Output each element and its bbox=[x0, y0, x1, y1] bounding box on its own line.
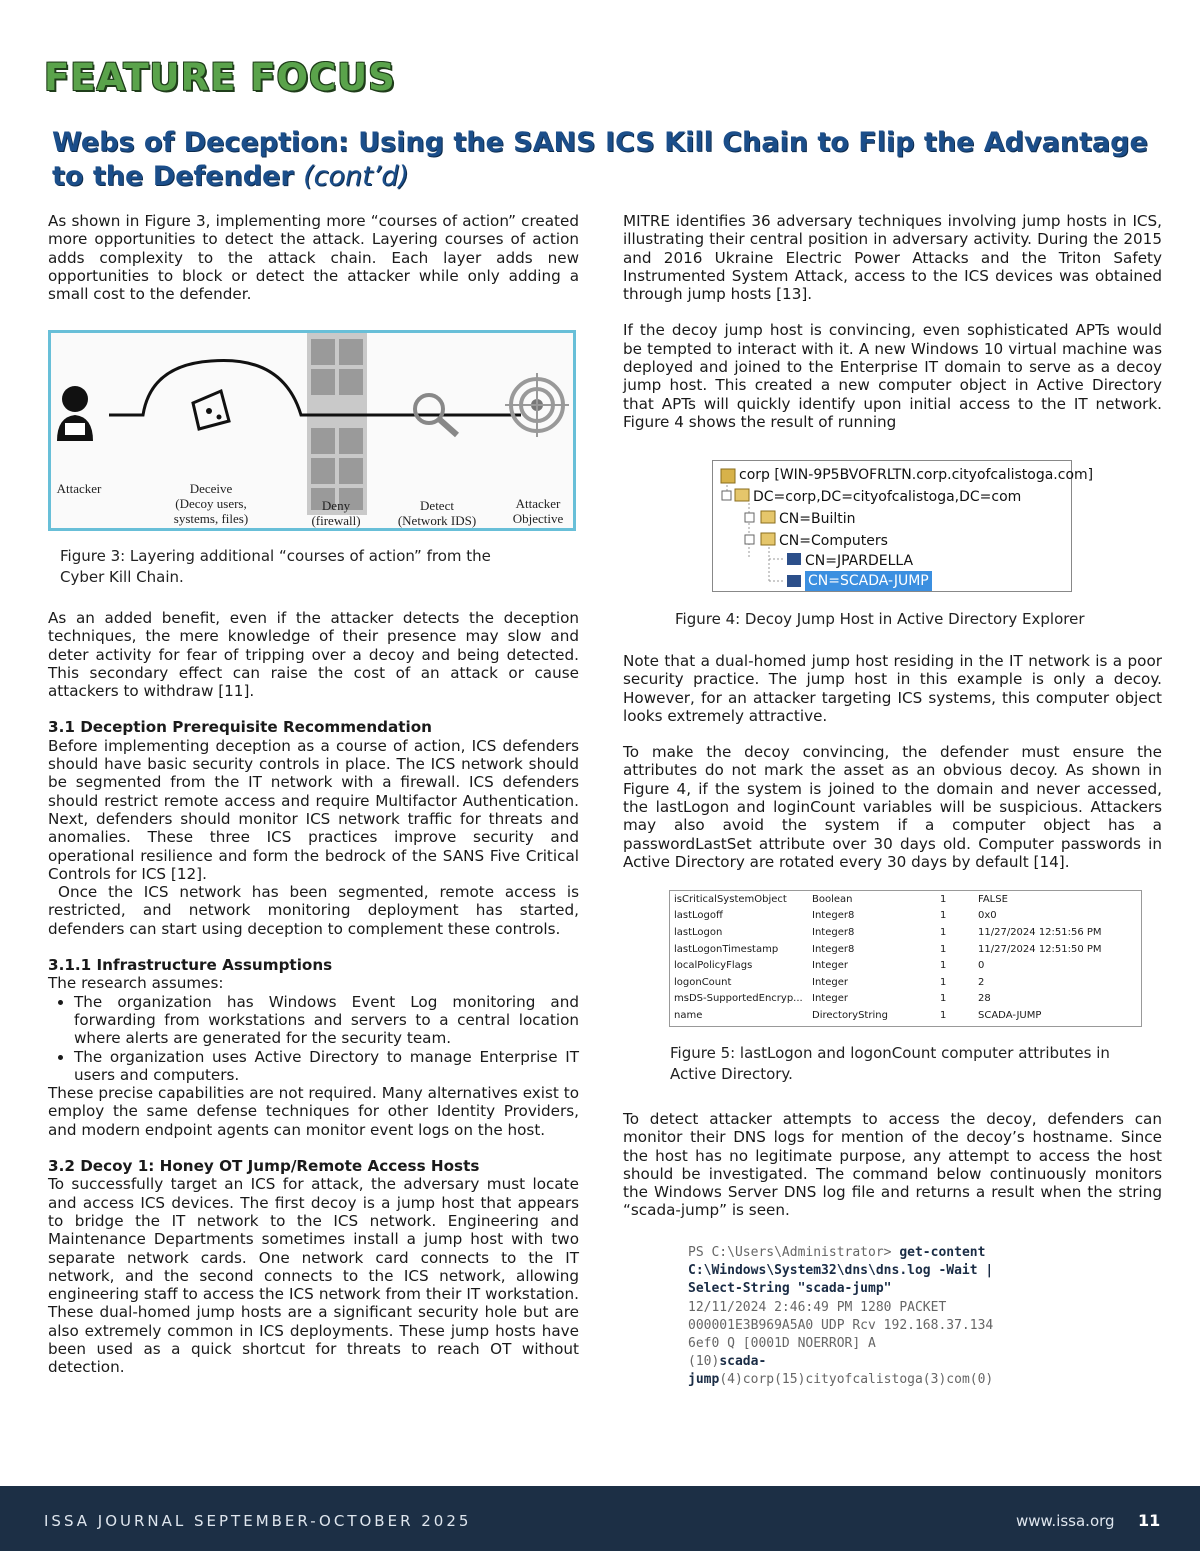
tree-node-scada-jump: CN=SCADA-JUMP bbox=[805, 571, 932, 591]
paragraph: To detect attacker attempts to access the decoy, defenders can monitor their DNS logs for mention of the decoy’s hostname. Since the host has no legitimate purpose, any attempt to access the host should be investigated. The command below continuously monitors the Windows Server DNS log file and returns a result when the string “scada-jump” is seen. bbox=[623, 1110, 1162, 1220]
right-column-top bbox=[623, 212, 1162, 431]
attr-type: Integer8 bbox=[812, 926, 855, 938]
paragraph: MITRE identifies 36 adversary techniques involving jump hosts in ICS, illustrating their central position in adversary activity. During the 2015 and 2016 Ukraine Electric Power Attacks and the Triton Safety Instrumented System Attack, access to the ICS devices was obtained through jump hosts [13]. bbox=[623, 212, 1162, 304]
table-row bbox=[670, 891, 1141, 908]
cheese-icon bbox=[193, 391, 229, 429]
attr-name: name bbox=[674, 1009, 703, 1021]
code-command: C:\Windows\System32\dns\dns.log -Wait | bbox=[688, 1263, 994, 1279]
label-detect: Detect (Network IDS) bbox=[397, 498, 477, 528]
label-deceive: Deceive (Decoy users, systems, files) bbox=[173, 481, 249, 526]
table-row bbox=[670, 991, 1141, 1008]
firewall-graphic bbox=[307, 333, 367, 515]
attr-name: lastLogon bbox=[674, 926, 723, 938]
code-highlight: jump bbox=[688, 1372, 720, 1388]
section-heading: 3.1 Deception Prerequisite Recommendation bbox=[48, 718, 432, 737]
code-output: 000001E3B969A5A0 UDP Rcv 192.168.37.134 bbox=[688, 1317, 994, 1333]
paragraph: Before implementing deception as a course of action, ICS defenders should have basic security controls in place. The ICS network should be segmented from the IT network with a firewall. ICS defenders should restrict remote access and require Multifactor Authentication. Next, defenders should monitor ICS network traffic for threats and anomalies. These three ICS practices improve security and operational resilience and form the bedrock of the SANS Five Critical Controls for ICS [12]. bbox=[48, 736, 579, 883]
paragraph: To make the decoy convincing, the defender must ensure the attributes do not mark the asset as an obvious decoy. As shown in Figure 4, if the system is joined to the domain and never accessed, the lastLogon and loginCount variables will be suspicious. Attackers may also avoid the system if a computer object has a passwordLastSet attribute over 30 days old. Computer passwords in Active Directory are rotated every 30 days by default [14]. bbox=[623, 743, 1162, 871]
section-kicker: FEATURE FOCUS bbox=[44, 56, 396, 99]
paragraph: To successfully target an ICS for attack, the adversary must locate and access ICS devices. The first decoy is a jump host that appears to bridge the IT network to the ICS network. Engineering and Maintenance Departments sometimes install a jump host with two separate network cards. One network card connects to the IT network, and the second connects to the ICS network, allowing engineering staff to access the ICS network from their IT workstation. These dual-homed jump hosts are a significant security hole but are also extremely common in ICS deployments. These jump hosts have been used as a quick shortcut for threats to reach OT without detection. bbox=[48, 1175, 579, 1377]
continued-label: (cont’d) bbox=[303, 161, 409, 192]
tree-node-dc: DC=corp,DC=cityofcalistoga,DC=com bbox=[753, 489, 1022, 505]
attr-name: localPolicyFlags bbox=[674, 960, 753, 972]
paragraph: These precise capabilities are not required. Many alternatives exist to employ the same defense techniques for other Identity Providers, and modern endpoint agents can monitor event logs on the host. bbox=[48, 1084, 579, 1139]
figure-3 bbox=[48, 330, 576, 531]
tree-node-computers: CN=Computers bbox=[779, 533, 888, 549]
attr-type: Integer bbox=[812, 976, 848, 988]
figure-4-caption: Figure 4: Decoy Jump Host in Active Directory Explorer bbox=[675, 610, 1085, 628]
article-title bbox=[52, 126, 1152, 194]
paragraph: Once the ICS network has been segmented, remote access is restricted, and network monitoring deployment has started, defenders can start using deception to complement these controls. bbox=[48, 883, 579, 938]
figure-3-caption: Figure 3: Layering additional “courses of action” from the Cyber Kill Chain. bbox=[60, 547, 491, 586]
code-highlight: scada- bbox=[719, 1354, 767, 1370]
paragraph: The research assumes: bbox=[48, 974, 224, 993]
attr-count: 1 bbox=[940, 926, 947, 938]
table-row bbox=[670, 1007, 1141, 1024]
left-column-bottom bbox=[48, 609, 579, 1377]
attr-count: 1 bbox=[940, 1009, 947, 1021]
attr-name: lastLogonTimestamp bbox=[674, 943, 779, 955]
subsection-heading: 3.1.1 Infrastructure Assumptions bbox=[48, 956, 333, 975]
attr-name: msDS-SupportedEncryp... bbox=[674, 993, 803, 1005]
figure-5-caption: Figure 5: lastLogon and logonCount computer attributes in Active Directory. bbox=[670, 1044, 1110, 1083]
code-output: 6ef0 Q [0001D NOERROR] A bbox=[688, 1336, 876, 1352]
attr-count: 1 bbox=[940, 993, 947, 1005]
attr-value: 0x0 bbox=[978, 910, 997, 922]
attr-value: 0 bbox=[978, 960, 985, 972]
attr-count: 1 bbox=[940, 943, 947, 955]
code-output: (10) bbox=[688, 1354, 720, 1370]
label-attacker: Attacker bbox=[56, 481, 102, 496]
attr-count: 1 bbox=[940, 893, 947, 905]
table-row bbox=[670, 957, 1141, 974]
attr-value: 11/27/2024 12:51:50 PM bbox=[978, 943, 1102, 955]
attr-type: Boolean bbox=[812, 893, 853, 905]
paragraph: As an added benefit, even if the attacker detects the deception techniques, the mere knowledge of their presence may slow and deter activity for fear of tripping over a decoy and being detected. This secondary effect can raise the cost of an attack or cause attackers to withdraw [11]. bbox=[48, 609, 579, 701]
list-item: • The organization has Windows Event Log monitoring and forwarding from workstations and servers to a central location where alerts are generated for the security team. bbox=[74, 993, 579, 1048]
page-number: 11 bbox=[1138, 1511, 1161, 1530]
table-row bbox=[670, 924, 1141, 941]
attr-type: Integer8 bbox=[812, 910, 855, 922]
code-output: (4)corp(15)cityofcalistoga(3)com(0) bbox=[719, 1372, 994, 1388]
code-prompt: PS C:\Users\Administrator> bbox=[688, 1245, 900, 1260]
figure-5-attributes-table bbox=[669, 890, 1142, 1027]
code-command: Select-String "scada-jump" bbox=[688, 1281, 892, 1297]
attr-type: Integer bbox=[812, 993, 848, 1005]
tree-root: corp [WIN-9P5BVOFRLTN.corp.cityofcalistoga.com] bbox=[739, 467, 1094, 483]
label-objective: Attacker Objective bbox=[512, 496, 564, 526]
right-column-middle bbox=[623, 652, 1162, 871]
figure-4-ad-explorer bbox=[712, 460, 1094, 592]
attr-value: FALSE bbox=[978, 893, 1008, 905]
attr-value: 28 bbox=[978, 993, 991, 1005]
attr-count: 1 bbox=[940, 910, 947, 922]
tree-node-jpardella: CN=JPARDELLA bbox=[805, 553, 914, 569]
left-column-top bbox=[48, 212, 579, 303]
paragraph: As shown in Figure 3, implementing more “courses of action” created more opportunities to detect the attack. Layering courses of action adds complexity to the attack chain. Each layer adds new opportunities to block or detect the attacker while only adding a small cost to the defender. bbox=[48, 212, 579, 304]
list-item: • The organization uses Active Directory to manage Enterprise IT users and computers. bbox=[74, 1048, 579, 1085]
tree-node-builtin: CN=Builtin bbox=[779, 511, 856, 527]
label-deny: Deny (firewall) bbox=[311, 498, 361, 528]
target-icon bbox=[505, 373, 569, 437]
right-column-bottom bbox=[623, 1110, 1162, 1220]
powershell-code-block bbox=[688, 1244, 1088, 1390]
attr-value: 11/27/2024 12:51:56 PM bbox=[978, 926, 1102, 938]
assumptions-list bbox=[48, 993, 579, 1084]
paragraph: Note that a dual-homed jump host residing in the IT network is a poor security practice. The jump host in this example is only a decoy. However, for an attacker targeting ICS systems, this computer object looks extremely attractive. bbox=[623, 652, 1162, 725]
table-row bbox=[670, 908, 1141, 925]
article-title-text: Webs of Deception: Using the SANS ICS Kill Chain to Flip the Advantage to the Defender bbox=[52, 127, 1148, 192]
table-row bbox=[670, 974, 1141, 991]
attr-name: isCriticalSystemObject bbox=[674, 893, 787, 905]
attr-name: logonCount bbox=[674, 976, 732, 988]
attr-count: 1 bbox=[940, 976, 947, 988]
attr-type: Integer bbox=[812, 960, 848, 972]
page-footer bbox=[0, 1486, 1200, 1551]
section-heading: 3.2 Decoy 1: Honey OT Jump/Remote Access Hosts bbox=[48, 1157, 480, 1176]
attr-value: SCADA-JUMP bbox=[978, 1009, 1042, 1021]
website-link[interactable]: www.issa.org bbox=[1016, 1512, 1115, 1530]
code-output: 12/11/2024 2:46:49 PM 1280 PACKET bbox=[688, 1299, 947, 1315]
attr-count: 1 bbox=[940, 960, 947, 972]
code-command: get-content bbox=[899, 1245, 986, 1260]
journal-name: ISSA JOURNAL SEPTEMBER-OCTOBER 2025 bbox=[44, 1512, 472, 1530]
attr-type: DirectoryString bbox=[812, 1009, 888, 1021]
attr-value: 2 bbox=[978, 976, 985, 988]
table-row bbox=[670, 941, 1141, 958]
attr-name: lastLogoff bbox=[674, 910, 723, 922]
paragraph: If the decoy jump host is convincing, even sophisticated APTs would be tempted to interact with it. A new Windows 10 virtual machine was deployed and joined to the Enterprise IT domain to serve as a decoy jump host. This created a new computer object in Active Directory that APTs will quickly identify upon initial access to the IT network. Figure 4 shows the result of running bbox=[623, 321, 1162, 431]
attr-type: Integer8 bbox=[812, 943, 855, 955]
attacker-icon bbox=[57, 386, 93, 441]
